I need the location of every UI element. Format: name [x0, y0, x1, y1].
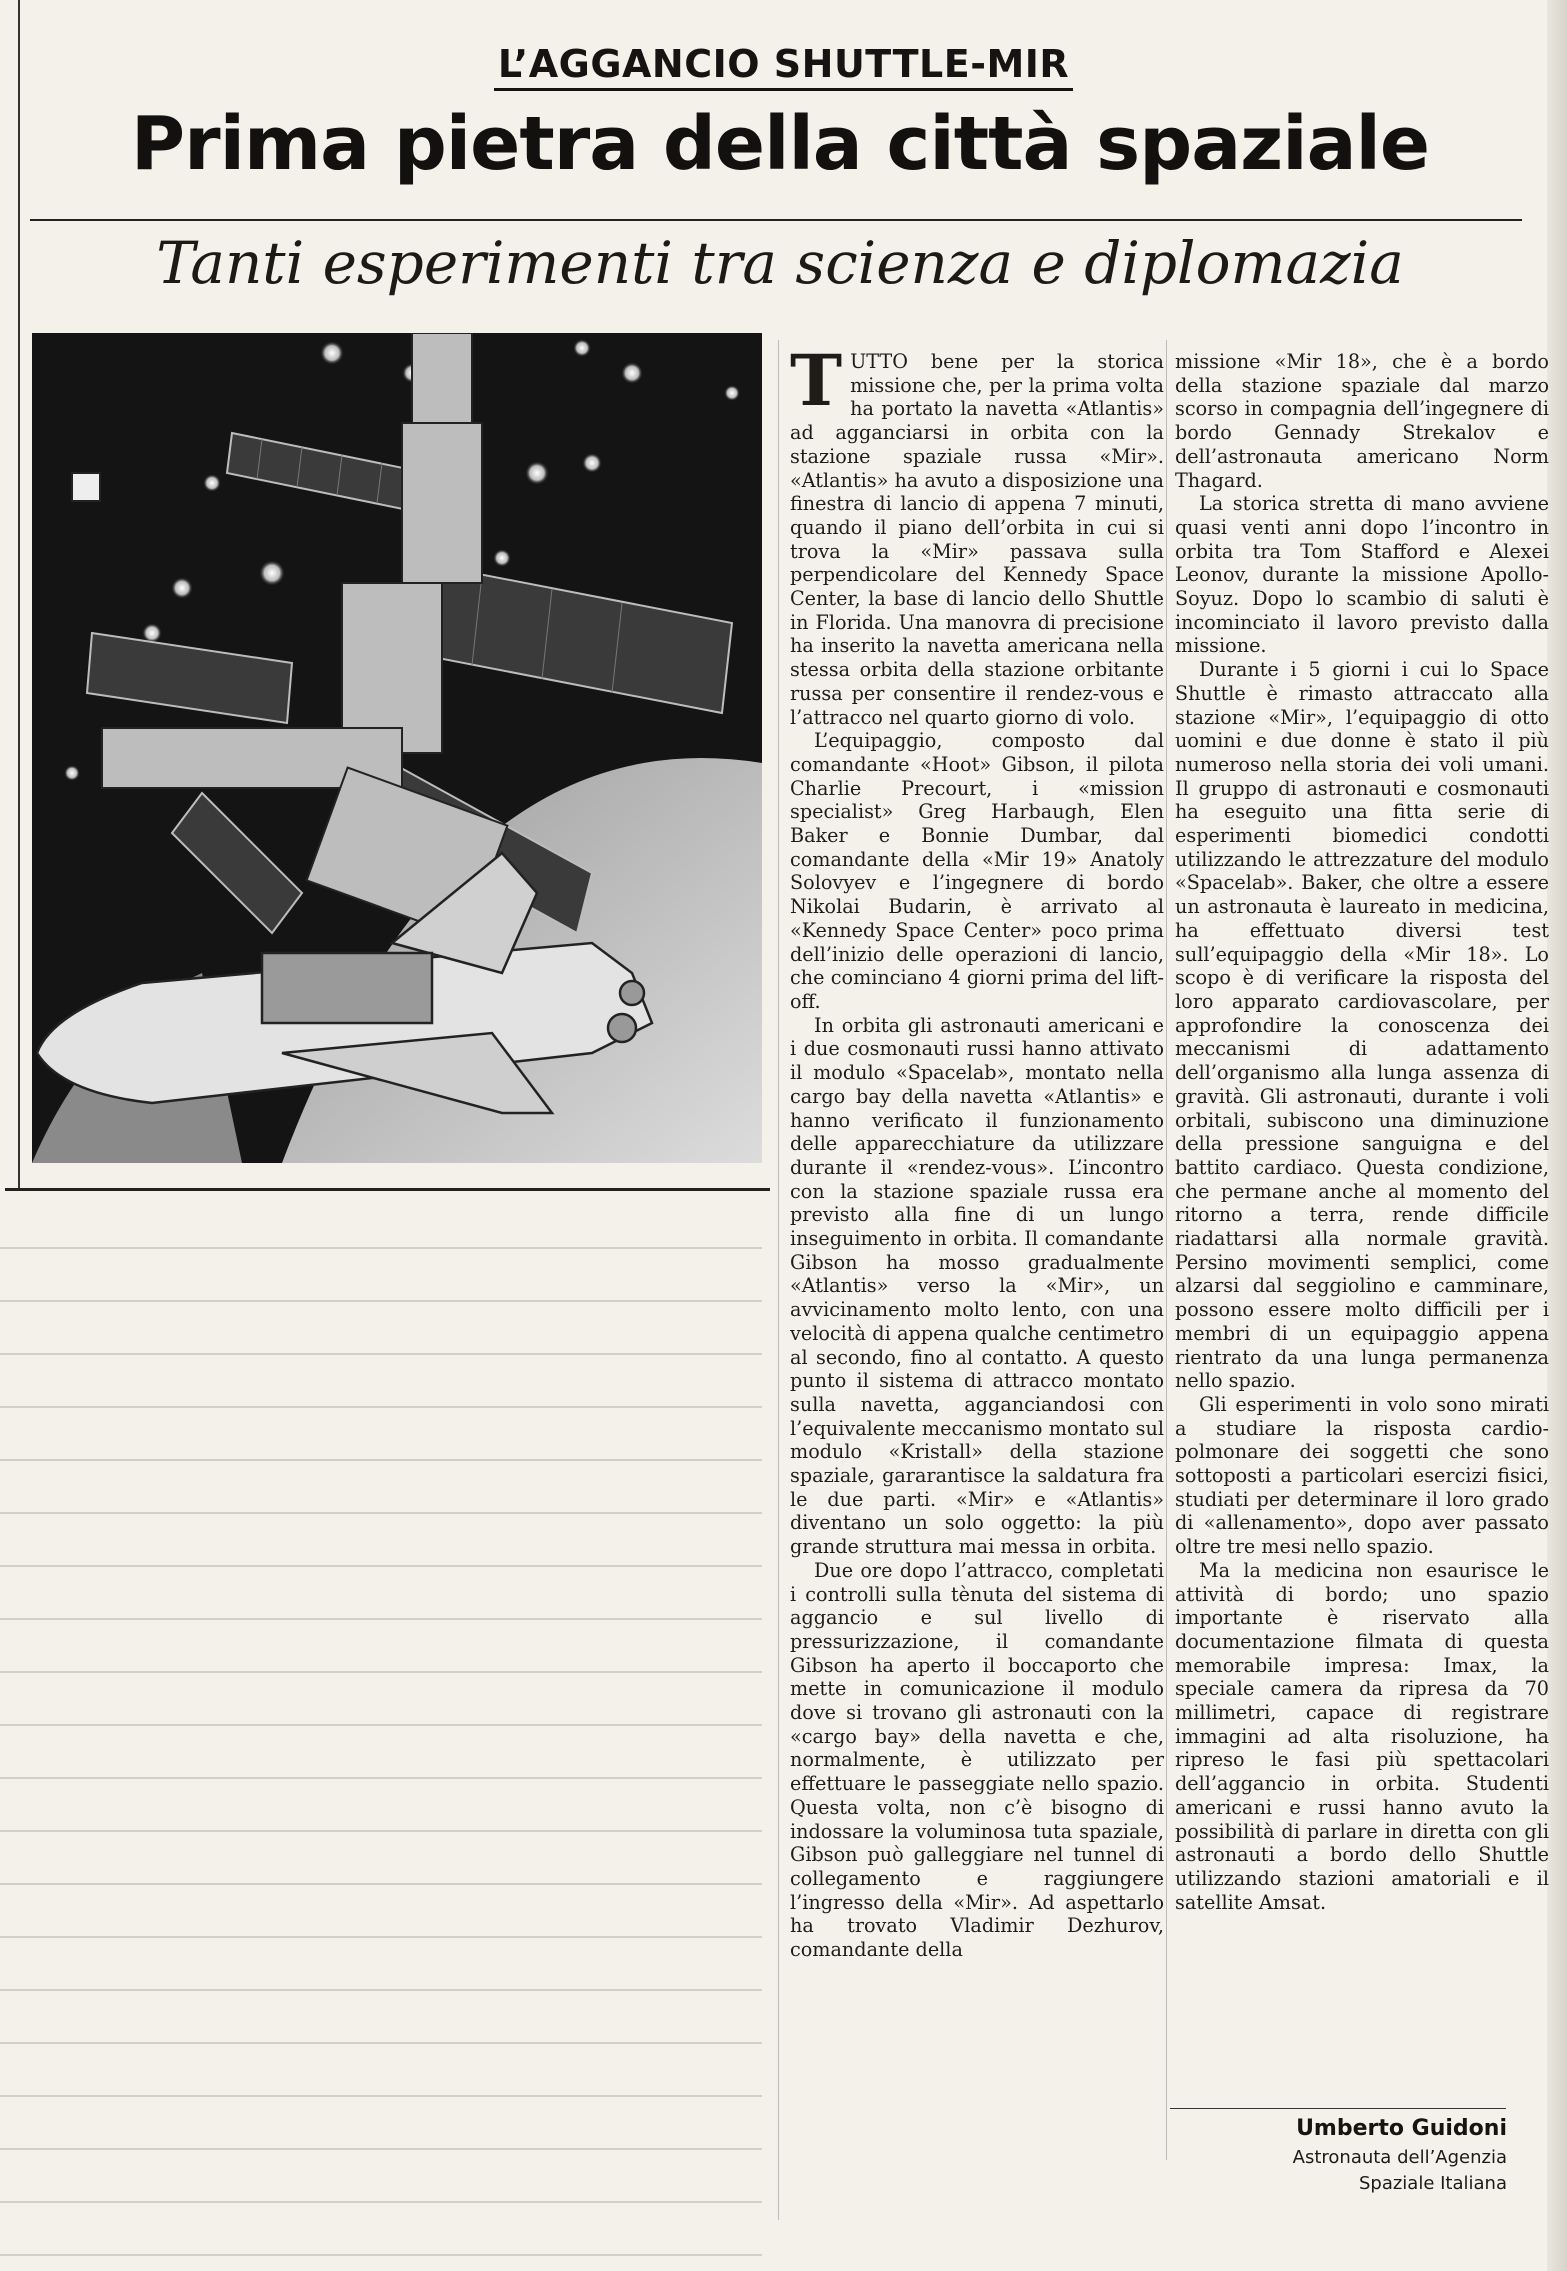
dropcap: T: [790, 339, 843, 422]
article-paragraph: La storica stretta di mano avviene quasi venti anni dopo l’incontro in orbita tra Tom Stafford e Alexei Leonov, durante la missione Apollo-Soyuz. Dopo lo scambio di saluti è incominciato il lavoro previsto dalla missione.: [1175, 492, 1549, 658]
article-column-1: [790, 339, 1164, 1962]
article-column-2: [1175, 350, 1549, 1914]
article-paragraph: missione «Mir 18», che è a bordo della stazione spaziale dal marzo scorso in compagnia dell’ingegnere di bordo Gennady Strekalov e dell’astronauta americano Norm Thagard.: [1175, 350, 1549, 492]
shuttle-mir-illustration-icon: [32, 333, 762, 1163]
illustration-rule: [5, 1188, 770, 1191]
article-paragraph: In orbita gli astronauti americani e i due cosmonauti russi hanno attivato il modulo «Spacelab», montato nella cargo bay della navetta «Atlantis» e hanno verificato il funzionamento delle apparecchiature da utilizzare durante il «rendez-vous». L’incontro con la stazione spaziale russa era previsto alla fine di un lungo inseguimento in orbita. Il comandante Gibson ha mosso gradualmente «Atlantis» verso la «Mir», un avvicinamento molto lento, con una velocità di appena qualche centimetro al secondo, fino al contatto. A questo punto il sistema di attracco montato sulla navetta, agganciandosi con l’equivalente meccanismo montato sul modulo «Kristall» della stazione spaziale, gararantisce la saldatura fra le due parti. «Mir» e «Atlantis» diventano un solo oggetto: la più grande struttura mai messa in orbita.: [790, 1013, 1164, 1559]
article-paragraph: Ma la medicina non esaurisce le attività di bordo; uno spazio importante è riservato alla documentazione filmata di questa memorabile impresa: Imax, la speciale camera da ripresa da 70 millimetri, capace di registrare immagini ad alta risoluzione, ha ripreso le fasi più spettacolari dell’aggancio in orbita. Studenti americani e russi hanno avuto la possibilità di parlare in diretta con gli astronauti a bordo dello Shuttle utilizzando stazioni amatoriali e il satellite Amsat.: [1175, 1558, 1549, 1914]
headline: Prima pietra della città spaziale: [130, 101, 1430, 187]
byline-credit: [1127, 2145, 1507, 2197]
column-divider: [1166, 340, 1167, 2160]
ruled-paper-area: [0, 1196, 762, 2271]
credit-line: Spaziale Italiana: [1358, 2173, 1507, 2194]
article-paragraph: Gli esperimenti in volo sono mirati a studiare la risposta cardio-polmonare dei soggetti che sono sottoposti a particolari esercizi fisici, studiati per determinare il loro grado di «allenamento», dopo aver passato oltre tre mesi nello spazio.: [1175, 1392, 1549, 1559]
kicker: L’AGGANCIO SHUTTLE-MIR: [0, 42, 1567, 86]
article-paragraph: Durante i 5 giorni i cui lo Space Shuttle è rimasto attraccato alla stazione «Mir», l’equipaggio di otto uomini e due donne è stato il più numeroso nella storia dei voli umani. Il gruppo di astronauti e cosmonauti ha eseguito una fitta serie di esperimenti biomedici condotti utilizzando le attrezzature del modulo «Spacelab». Baker, che oltre a essere un astronauta è laureato in medicina, ha effettuato diversi test sull’equipaggio della «Mir 18». Lo scopo è di verificare la risposta del loro apparato cardiovascolare, per approfondire la conoscenza dei meccanismi di adattamento dell’organismo alla lunga assenza di gravità. Gli astronauti, durante i voli orbitali, subiscono una diminuzione della pressione sanguigna e del battito cardiaco. Questa condizione, che permane anche al momento del ritorno a terra, rende difficile riadattarsi alla normale gravità. Persino movimenti semplici, come alzarsi dal seggiolino e camminare, possono essere molto difficili per i membri di un equipaggio appena rientrato da una lunga permanenza nello spazio.: [1175, 658, 1549, 1393]
headline-rule: [30, 219, 1522, 221]
credit-line: Astronauta dell’Agenzia: [1292, 2147, 1507, 2168]
page-edge: [1547, 0, 1567, 2271]
article-paragraph: L’equipaggio, composto dal comandante «Hoot» Gibson, il pilota Charlie Precourt, i «mission specialist» Greg Harbaugh, Elen Baker e Bonnie Dumbar, dal comandante della «Mir 19» Anatoly Solovyev e l’ingegnere di bordo Nikolai Budarin, è arrivato al «Kennedy Space Center» poco prima dell’inizio delle operazioni di lancio, che cominciano 4 giorni prima del lift-off.: [790, 729, 1164, 1013]
subheadline: Tanti esperimenti tra scienza e diplomazia: [156, 229, 1404, 297]
left-border-rule: [18, 0, 20, 1190]
article-paragraph: Due ore dopo l’attracco, completati i controlli sulla tènuta del sistema di aggancio e sul livello di pressurizzazione, il comandante Gibson ha aperto il boccaporto che mette in comunicazione il modulo dove si trovano gli astronauti con la «cargo bay» della navetta e che, normalmente, è utilizzato per effettuare le passeggiate nello spazio. Questa volta, non c’è bisogno di indossare la voluminosa tuta spaziale, Gibson può galleggiare nel tunnel di collegamento e raggiungere l’ingresso della «Mir». Ad aspettarlo ha trovato Vladimir Dezhurov, comandante della: [790, 1558, 1164, 1962]
article-paragraph: TUTTO bene per la storica missione che, per la prima volta ha portato la navetta «Atlantis» ad agganciarsi in orbita con la stazione spaziale russa «Mir». «Atlantis» ha avuto a disposizione una finestra di lancio di appena 7 minuti, quando il piano dell’orbita in cui si trova la «Mir» passava sulla perpendicolare del Kennedy Space Center, la base di lancio dello Shuttle in Florida. Una manovra di precisione ha inserito la navetta americana nella stessa orbita della stazione orbitante russa per consentire il rendez-vous e l’attracco nel quarto giorno di volo.: [790, 339, 1164, 729]
column-divider: [778, 340, 779, 2220]
byline-author: Umberto Guidoni: [1296, 2116, 1507, 2141]
byline-rule: [1170, 2108, 1506, 2109]
